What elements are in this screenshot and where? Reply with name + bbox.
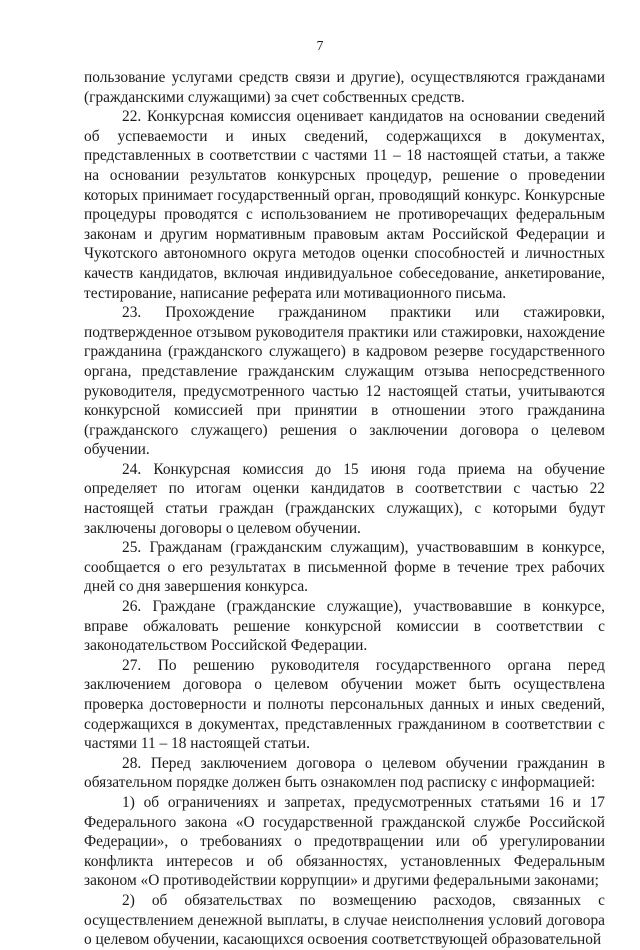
- paragraph-27: 27. По решению руководителя государственного органа перед заключением договора о целевом обучении может быть осуществлена проверка достоверности и полноты персональных данных и иных сведений, содержащихся в документах, представленных гражданином в соответствии с частями 11 – 18 настоящей статьи.: [84, 656, 605, 753]
- document-body: [84, 68, 605, 950]
- paragraph-28-item-1: 1) об ограничениях и запретах, предусмотренных статьями 16 и 17 Федерального закона «О государственной гражданской службе Российской Федерации», о требованиях о предотвращении или об урегулировании конфликта интересов и об обязанностях, установленных Федеральным законом «О противодействии коррупции» и другими федеральными законами;: [84, 793, 605, 890]
- paragraph-28: 28. Перед заключением договора о целевом обучении гражданин в обязательном порядке должен быть ознакомлен под расписку с информацией:: [84, 754, 605, 792]
- paragraph-28-item-2: 2) об обязательствах по возмещению расходов, связанных с осуществлением денежной выплаты, в случае неисполнения условий договора о целевом обучении, касающихся освоения соответствующей образовательной: [84, 891, 605, 949]
- page-number: 7: [316, 38, 324, 53]
- paragraph-23: 23. Прохождение гражданином практики или стажировки, подтвержденное отзывом руководителя практики или стажировки, нахождение гражданина (гражданского служащего) в кадровом резерве государственного органа, представление гражданским служащим отзыва непосредственного руководителя, предусмотренного частью 12 настоящей статьи, учитываются конкурсной комиссией при принятии в отношении этого гражданина (гражданского служащего) решения о заключении договора о целевом обучении.: [84, 304, 605, 459]
- paragraph-26: 26. Граждане (гражданские служащие), участвовавшие в конкурсе, вправе обжаловать решение конкурсной комиссии в соответствии с законодательством Российской Федерации.: [84, 598, 605, 655]
- paragraph-25: 25. Гражданам (гражданским служащим), участвовавшим в конкурсе, сообщается о его результатах в письменной форме в течение трех рабочих дней со дня завершения конкурса.: [84, 539, 605, 596]
- paragraph-22: 22. Конкурсная комиссия оценивает кандидатов на основании сведений об успеваемости и иных сведений, содержащихся в документах, представленных в соответствии с частями 11 – 18 настоящей статьи, а также на основании результатов конкурсных процедур, решение о проведении которых принимает государственный орган, проводящий конкурс. Конкурсные процедуры проводятся с использованием не противоречащих федеральным законам и другим нормативным правовым актам Российской Федерации и Чукотского автономного округа методов оценки способностей и личностных качеств кандидатов, включая индивидуальное собеседование, анкетирование, тестирование, написание реферата или мотивационного письма.: [84, 108, 605, 302]
- paragraph-continuation: пользование услугами средств связи и другие), осуществляются гражданами (гражданскими служащими) за счет собственных средств.: [84, 69, 605, 106]
- paragraph-24: 24. Конкурсная комиссия до 15 июня года приема на обучение определяет по итогам оценки кандидатов в соответствии с частью 22 настоящей статьи граждан (гражданских служащих), с которыми будут заключены договоры о целевом обучении.: [84, 460, 605, 537]
